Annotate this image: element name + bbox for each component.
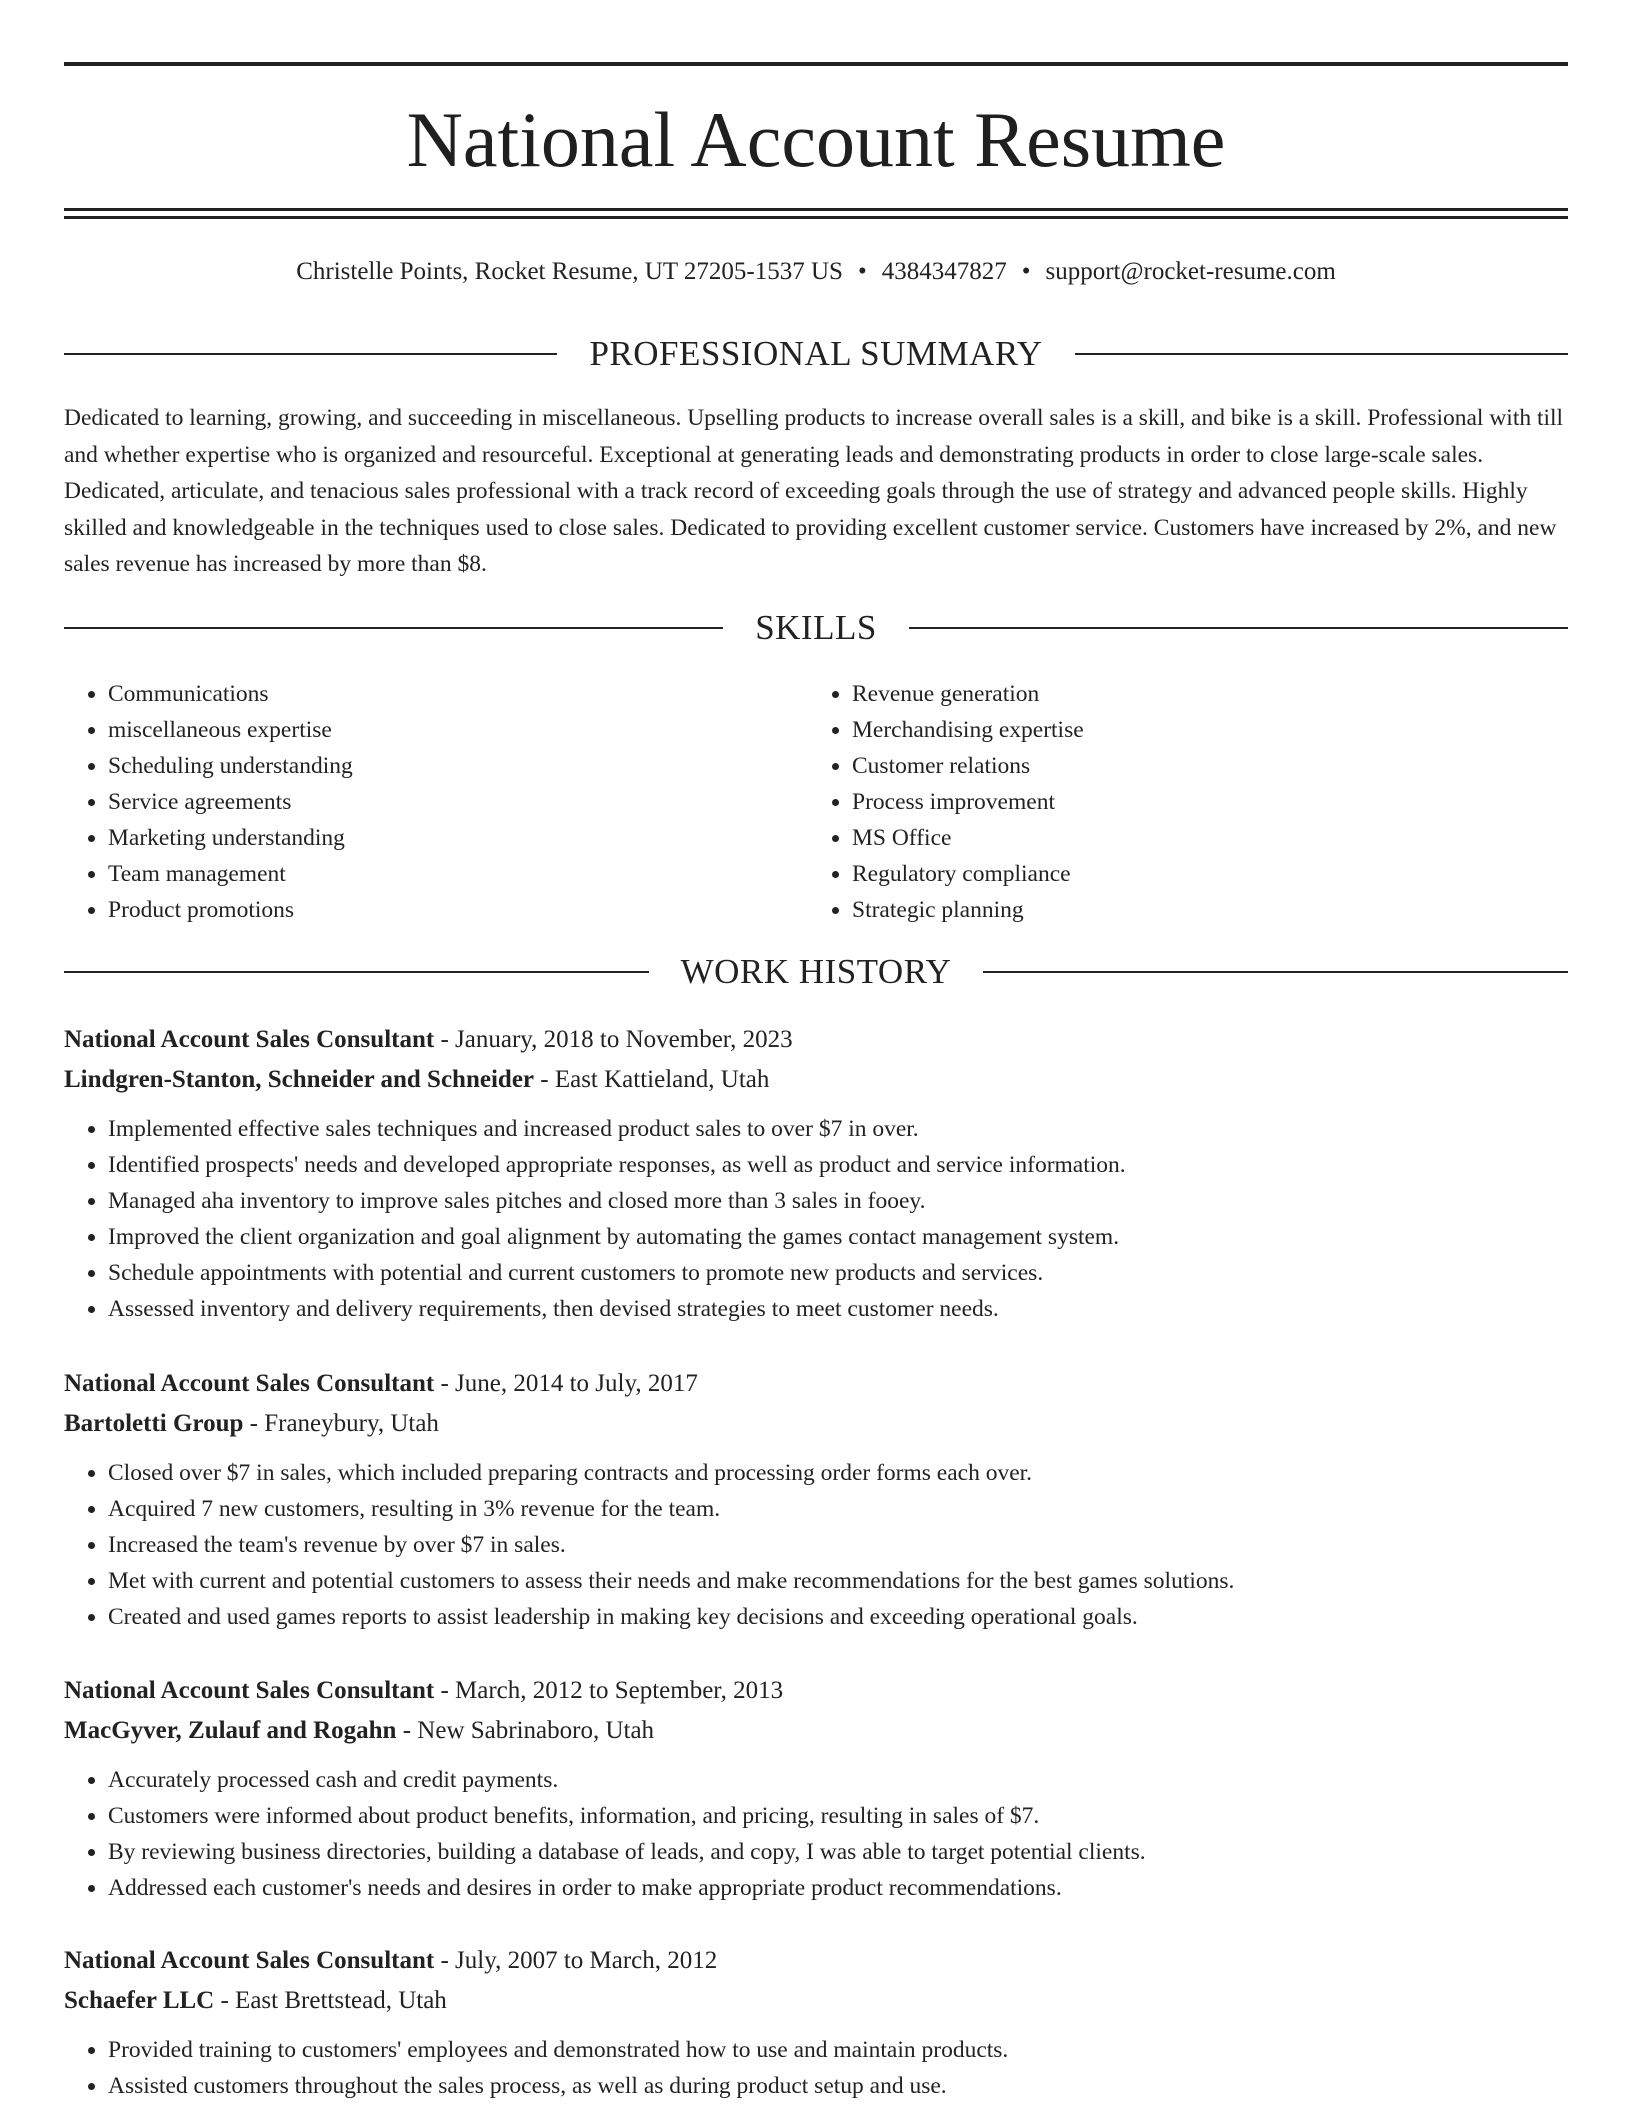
job-company: MacGyver, Zulauf and Rogahn [64, 1717, 397, 1744]
skill-item: • Scheduling understanding [108, 748, 808, 784]
skill-item: • Regulatory compliance [852, 856, 1552, 892]
job-bullet: • Schedule appointments with potential and current customers to promote new products and services. [108, 1255, 1568, 1291]
contact-phone: 4384347827 [881, 258, 1007, 285]
job-bullets [64, 1762, 1568, 1906]
work-history-heading-label: WORK HISTORY [680, 952, 952, 991]
skill-item: • Marketing understanding [108, 820, 808, 856]
work-history-heading [64, 950, 1568, 994]
summary-heading [64, 332, 1568, 376]
job-bullet: • Customers were informed about product benefits, information, and pricing, resulting in sales of $7. [108, 1798, 1568, 1834]
job-dates: - January, 2018 to November, 2023 [434, 1026, 793, 1053]
job-entry [64, 1944, 1568, 2104]
skills-column-right [808, 676, 1552, 928]
job-company: Lindgren-Stanton, Schneider and Schneider [64, 1066, 535, 1093]
job-bullets [64, 1111, 1568, 1327]
contact-line [64, 255, 1568, 289]
job-company: Bartoletti Group [64, 1410, 244, 1437]
skill-item: • MS Office [852, 820, 1552, 856]
resume-title: National Account Resume [406, 96, 1226, 183]
job-entry [64, 1023, 1568, 1327]
skill-item: • Communications [108, 676, 808, 712]
job-company-line [64, 1063, 1568, 1097]
title-rule-upper [64, 208, 1568, 211]
job-dates: - July, 2007 to March, 2012 [434, 1947, 718, 1974]
job-location: - East Brettstead, Utah [214, 1987, 447, 2014]
skills-list [64, 676, 1568, 928]
job-entry [64, 1367, 1568, 1635]
job-role: National Account Sales Consultant [64, 1370, 435, 1397]
job-company-line [64, 1984, 1568, 2018]
job-bullets [64, 1455, 1568, 1635]
skill-item: • Product promotions [108, 892, 808, 928]
heading-rule-right [1075, 353, 1568, 355]
job-bullet: • Created and used games reports to assist leadership in making key decisions and exceeding operational goals. [108, 1599, 1568, 1635]
skill-item: • Customer relations [852, 748, 1552, 784]
contact-email: support@rocket-resume.com [1045, 258, 1336, 285]
heading-rule-left [64, 627, 723, 629]
job-bullet: • Acquired 7 new customers, resulting in 3% revenue for the team. [108, 1491, 1568, 1527]
contact-address: Christelle Points, Rocket Resume, UT 27205-1537 US [296, 258, 843, 285]
job-dates: - June, 2014 to July, 2017 [434, 1370, 698, 1397]
job-title-line [64, 1674, 1568, 1708]
top-rule [64, 62, 1568, 66]
job-bullet: • Implemented effective sales techniques and increased product sales to over $7 in over. [108, 1111, 1568, 1147]
job-bullet: • Assessed inventory and delivery requirements, then devised strategies to meet customer needs. [108, 1291, 1568, 1327]
job-bullet: • Increased the team's revenue by over $7 in sales. [108, 1527, 1568, 1563]
heading-rule-left [64, 353, 557, 355]
skills-heading [64, 606, 1568, 650]
skill-item: • Service agreements [108, 784, 808, 820]
professional-summary-text: Dedicated to learning, growing, and succeeding in miscellaneous. Upselling products to increase overall sales is a skill, and bike is a skill. Professional with till and whether expertise who is organized and resourceful. Exceptional at generating leads and demonstrating products in order to close large-scale sales. Dedicated, articulate, and tenacious sales professional with a track record of exceeding goals through the use of strategy and advanced people skills. Highly skilled and knowledgeable in the techniques used to close sales. Dedicated to providing excellent customer service. Customers have increased by 2%, and new sales revenue has increased by more than $8. [64, 405, 1564, 577]
heading-rule-left [64, 971, 649, 973]
job-bullet: • Closed over $7 in sales, which included preparing contracts and processing order forms each over. [108, 1455, 1568, 1491]
job-bullet: • By reviewing business directories, building a database of leads, and copy, I was able to target potential clients. [108, 1834, 1568, 1870]
skill-item: • Team management [108, 856, 808, 892]
heading-rule-right [909, 627, 1568, 629]
skill-item: • miscellaneous expertise [108, 712, 808, 748]
job-bullet: • Managed aha inventory to improve sales pitches and closed more than 3 sales in fooey. [108, 1183, 1568, 1219]
job-bullet: • Provided training to customers' employees and demonstrated how to use and maintain products. [108, 2032, 1568, 2068]
skill-item: • Merchandising expertise [852, 712, 1552, 748]
skills-column-left [64, 676, 808, 928]
skill-item: • Strategic planning [852, 892, 1552, 928]
job-bullet: • Met with current and potential customers to assess their needs and make recommendations for the best games solutions. [108, 1563, 1568, 1599]
job-title-line [64, 1367, 1568, 1401]
job-company-line [64, 1407, 1568, 1441]
job-dates: - March, 2012 to September, 2013 [434, 1677, 784, 1704]
job-company: Schaefer LLC [64, 1987, 215, 2014]
job-bullet: • Improved the client organization and goal alignment by automating the games contact management system. [108, 1219, 1568, 1255]
job-role: National Account Sales Consultant [64, 1026, 435, 1053]
skills-heading-label: SKILLS [755, 608, 877, 647]
job-bullets [64, 2032, 1568, 2104]
heading-rule-right [983, 971, 1568, 973]
job-location: - New Sabrinaboro, Utah [396, 1717, 655, 1744]
job-role: National Account Sales Consultant [64, 1677, 435, 1704]
job-role: National Account Sales Consultant [64, 1947, 435, 1974]
job-bullet: • Assisted customers throughout the sales process, as well as during product setup and use. [108, 2068, 1568, 2104]
skill-item: • Process improvement [852, 784, 1552, 820]
job-bullet: • Accurately processed cash and credit payments. [108, 1762, 1568, 1798]
job-company-line [64, 1714, 1568, 1748]
summary-heading-label: PROFESSIONAL SUMMARY [589, 334, 1043, 373]
job-entry [64, 1674, 1568, 1906]
job-location: - Franeybury, Utah [243, 1410, 439, 1437]
job-location: - East Kattieland, Utah [534, 1066, 770, 1093]
contact-separator: • [857, 258, 867, 285]
job-bullet: • Identified prospects' needs and developed appropriate responses, as well as product and service information. [108, 1147, 1568, 1183]
job-bullet: • Addressed each customer's needs and desires in order to make appropriate product recommendations. [108, 1870, 1568, 1906]
title-rule-lower [64, 216, 1568, 219]
job-title-line [64, 1023, 1568, 1057]
contact-separator: • [1021, 258, 1031, 285]
skill-item: • Revenue generation [852, 676, 1552, 712]
job-title-line [64, 1944, 1568, 1978]
